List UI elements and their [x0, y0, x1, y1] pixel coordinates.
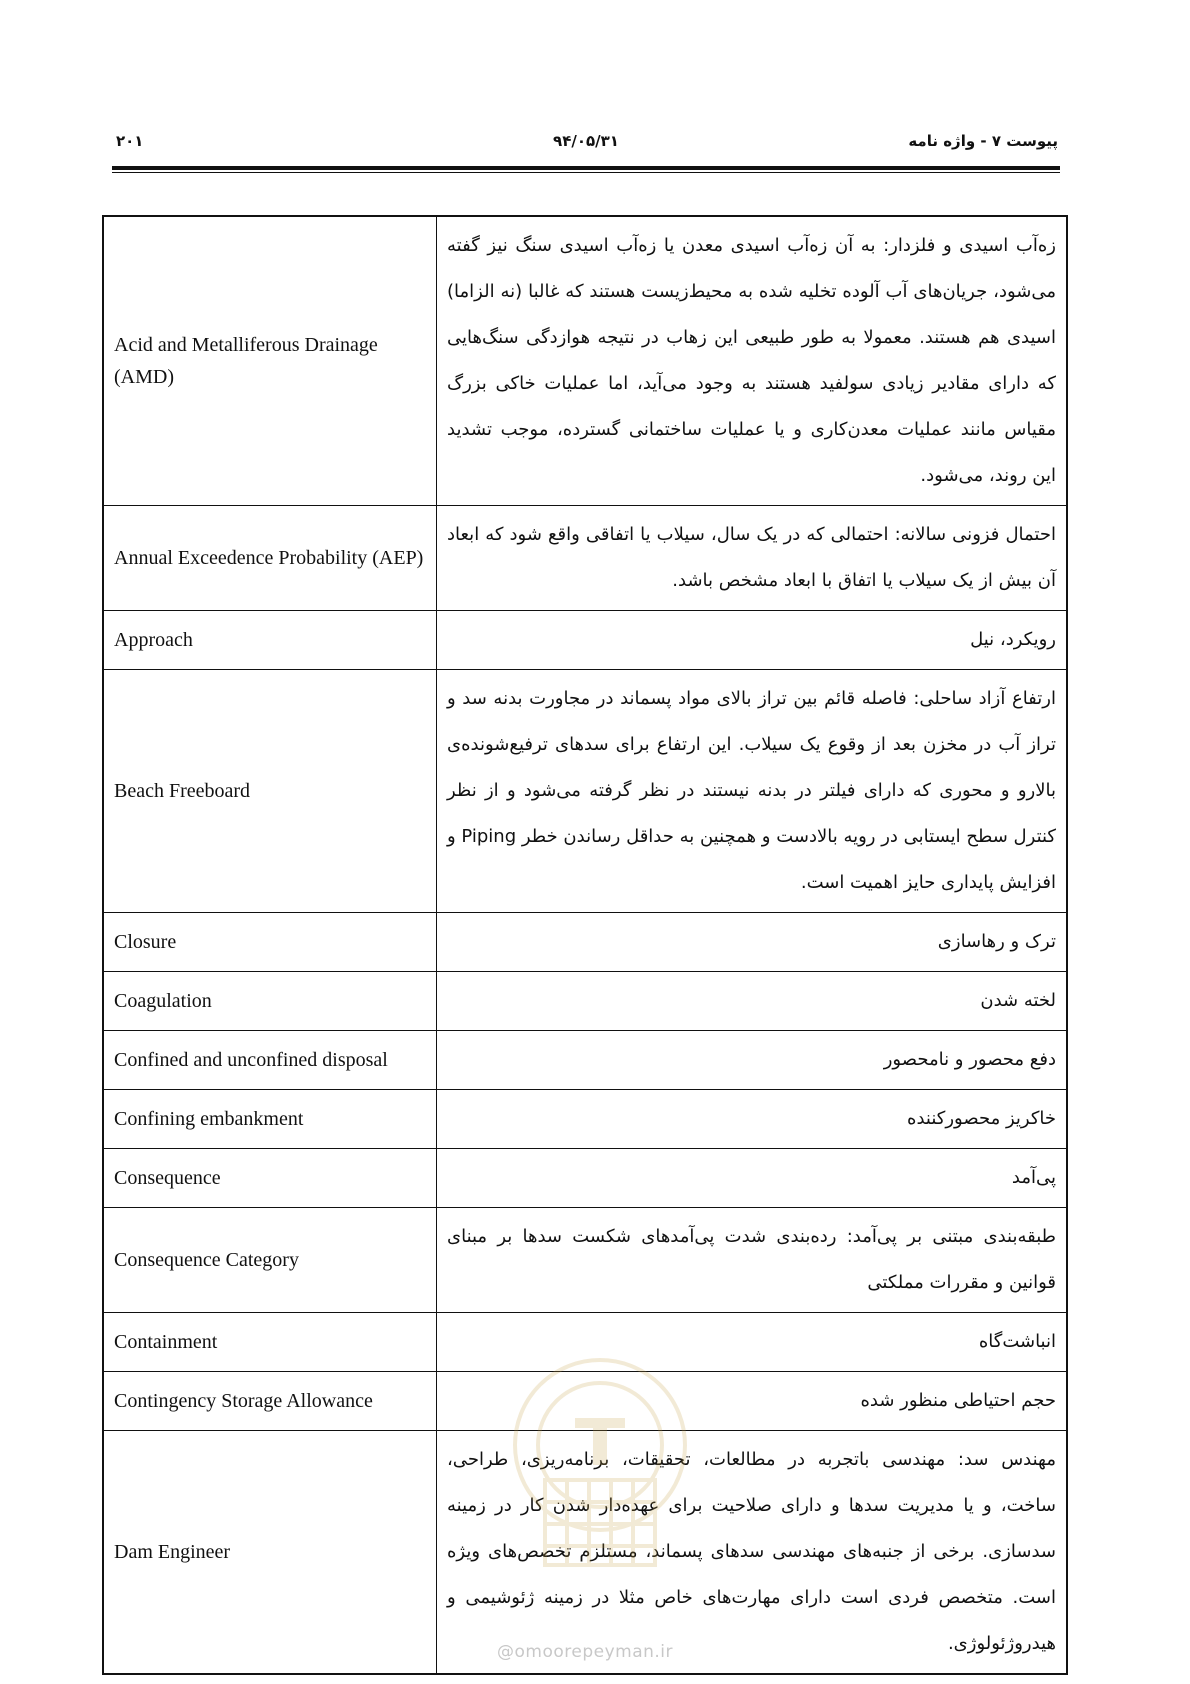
- watermark-seal-icon: [475, 1330, 725, 1580]
- glossary-term: Confined and unconfined disposal: [103, 1031, 437, 1090]
- table-row: [103, 972, 1067, 1031]
- section-title: پیوست ۷ - واژه نامه: [908, 132, 1058, 150]
- glossary-term: Consequence Category: [103, 1208, 437, 1313]
- table-row: [103, 670, 1067, 913]
- glossary-definition: خاکریز محصورکننده: [437, 1090, 1068, 1149]
- glossary-term: Closure: [103, 913, 437, 972]
- document-date: ۹۴/۰۵/۳۱: [553, 132, 619, 150]
- table-row: [103, 1031, 1067, 1090]
- glossary-definition: رویکرد، نیل: [437, 611, 1068, 670]
- glossary-definition: طبقه‌بندی مبتنی بر پی‌آمد: رده‌بندی شدت پی‌آمدهای شکست سدها بر مبنای قوانین و مقررات مملکتی: [437, 1208, 1068, 1313]
- table-row: [103, 506, 1067, 611]
- table-row: [103, 913, 1067, 972]
- glossary-definition: دفع محصور و نامحصور: [437, 1031, 1068, 1090]
- glossary-term: Annual Exceedence Probability (AEP): [103, 506, 437, 611]
- glossary-term: Coagulation: [103, 972, 437, 1031]
- header-rule-thin: [112, 172, 1060, 173]
- glossary-term: Dam Engineer: [103, 1431, 437, 1675]
- table-row: [103, 1090, 1067, 1149]
- watermark-site: @omoorepeyman.ir: [497, 1642, 674, 1662]
- glossary-term: Confining embankment: [103, 1090, 437, 1149]
- table-row: [103, 611, 1067, 670]
- glossary-term: Beach Freeboard: [103, 670, 437, 913]
- table-row: [103, 1149, 1067, 1208]
- page-header: [112, 132, 1060, 160]
- page-number: ۲۰۱: [116, 132, 144, 150]
- glossary-term: Acid and Metalliferous Drainage (AMD): [103, 216, 437, 506]
- header-rule-thick: [112, 166, 1060, 170]
- glossary-definition: مهندس سد: مهندسی باتجربه در مطالعات، تحقیقات، برنامه‌ریزی، طراحی، ساخت، و یا مدیریت سدها و دارای صلاحیت برای عهده‌دار شدن کار در زمینه سدسازی. برخی از جنبه‌های مهندسی سدهای پسماند، مستلزم تخصص‌های ویژه است. متخصص فردی است دارای مهارت‌های خاص مثلا در زمینه ژئوشیمی و هیدروژئولوژی.: [437, 1431, 1068, 1675]
- table-row: [103, 216, 1067, 506]
- glossary-definition: انباشت‌گاه: [437, 1313, 1068, 1372]
- glossary-definition: احتمال فزونی سالانه: احتمالی که در یک سال، سیلاب یا اتفاقی واقع شود که ابعاد آن بیش از یک سیلاب یا اتفاق با ابعاد مشخص باشد.: [437, 506, 1068, 611]
- glossary-definition: حجم احتیاطی منظور شده: [437, 1372, 1068, 1431]
- glossary-term: Containment: [103, 1313, 437, 1372]
- glossary-definition: ترک و رهاسازی: [437, 913, 1068, 972]
- glossary-definition: پی‌آمد: [437, 1149, 1068, 1208]
- glossary-term: Consequence: [103, 1149, 437, 1208]
- glossary-definition: ارتفاع آزاد ساحلی: فاصله قائم بین تراز بالای مواد پسماند در مجاورت بدنه سد و تراز آب در مخزن بعد از وقوع یک سیلاب. این ارتفاع برای سدهای ترفیع‌شونده‌ی بالارو و محوری که دارای فیلتر در بدنه نیستند در نظر گرفته می‌شود و از نظر کنترل سطح ایستابی در رویه بالادست و همچنین به حداقل رساندن خطر Piping و افزایش پایداری حایز اهمیت است.: [437, 670, 1068, 913]
- glossary-term: Contingency Storage Allowance: [103, 1372, 437, 1431]
- glossary-definition: لخته شدن: [437, 972, 1068, 1031]
- glossary-term: Approach: [103, 611, 437, 670]
- glossary-definition: زه‌آب اسیدی و فلزدار: به آن زه‌آب اسیدی معدن یا زه‌آب اسیدی سنگ نیز گفته می‌شود، جریان‌های آب آلوده تخلیه شده به محیط‌زیست هستند که غالبا (نه الزاما) اسیدی هم هستند. معمولا به طور طبیعی این زهاب در نتیجه هوازدگی سنگ‌هایی که دارای مقادیر زیادی سولفید هستند به وجود می‌آید، اما عملیات خاکی بزرگ مقیاس مانند عملیات معدن‌کاری و یا عملیات ساختمانی گسترده، موجب تشدید این روند، می‌شود.: [437, 216, 1068, 506]
- table-row: [103, 1208, 1067, 1313]
